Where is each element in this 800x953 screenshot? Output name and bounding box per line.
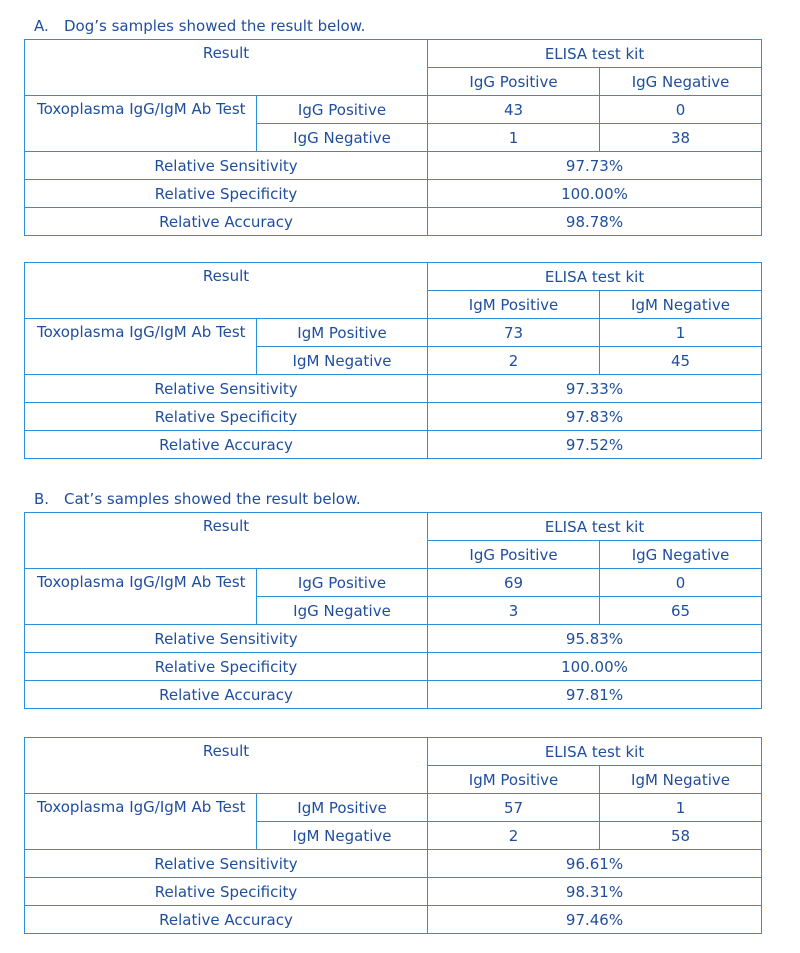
neg-neg-value: 45 bbox=[600, 347, 762, 375]
row-positive-label: IgM Positive bbox=[257, 319, 428, 347]
specificity-value: 100.00% bbox=[428, 180, 762, 208]
section-b-heading bbox=[34, 490, 361, 508]
section-a-title: Dog’s samples showed the result below. bbox=[64, 17, 366, 35]
dog-igg-table bbox=[24, 39, 762, 236]
cat-igg-table bbox=[24, 512, 762, 709]
accuracy-value: 98.78% bbox=[428, 208, 762, 236]
pos-pos-value: 57 bbox=[428, 794, 600, 822]
section-b-title: Cat’s samples showed the result below. bbox=[64, 490, 361, 508]
neg-pos-value: 2 bbox=[428, 822, 600, 850]
result-header: Result bbox=[25, 513, 428, 569]
section-a-heading bbox=[34, 17, 365, 35]
sensitivity-value: 97.73% bbox=[428, 152, 762, 180]
neg-pos-value: 1 bbox=[428, 124, 600, 152]
neg-pos-value: 2 bbox=[428, 347, 600, 375]
cat-igm-table bbox=[24, 737, 762, 934]
col-negative-header: IgM Negative bbox=[600, 291, 762, 319]
col-negative-header: IgG Negative bbox=[600, 541, 762, 569]
section-b-letter: B. bbox=[34, 490, 50, 508]
neg-neg-value: 65 bbox=[600, 597, 762, 625]
row-negative-label: IgG Negative bbox=[257, 124, 428, 152]
pos-neg-value: 1 bbox=[600, 794, 762, 822]
dog-igm-table bbox=[24, 262, 762, 459]
col-positive-header: IgG Positive bbox=[428, 541, 600, 569]
row-negative-label: IgM Negative bbox=[257, 347, 428, 375]
col-negative-header: IgG Negative bbox=[600, 68, 762, 96]
result-header: Result bbox=[25, 738, 428, 794]
accuracy-label: Relative Accuracy bbox=[25, 681, 428, 709]
test-name-cell: Toxoplasma IgG/IgM Ab Test bbox=[25, 794, 257, 850]
accuracy-label: Relative Accuracy bbox=[25, 431, 428, 459]
specificity-label: Relative Specificity bbox=[25, 878, 428, 906]
neg-neg-value: 58 bbox=[600, 822, 762, 850]
sensitivity-value: 97.33% bbox=[428, 375, 762, 403]
sensitivity-value: 95.83% bbox=[428, 625, 762, 653]
pos-pos-value: 73 bbox=[428, 319, 600, 347]
test-name-cell: Toxoplasma IgG/IgM Ab Test bbox=[25, 319, 257, 375]
row-positive-label: IgM Positive bbox=[257, 794, 428, 822]
col-negative-header: IgM Negative bbox=[600, 766, 762, 794]
specificity-label: Relative Specificity bbox=[25, 180, 428, 208]
pos-neg-value: 0 bbox=[600, 96, 762, 124]
row-positive-label: IgG Positive bbox=[257, 96, 428, 124]
specificity-label: Relative Specificity bbox=[25, 403, 428, 431]
neg-pos-value: 3 bbox=[428, 597, 600, 625]
result-header: Result bbox=[25, 40, 428, 96]
test-name-cell: Toxoplasma IgG/IgM Ab Test bbox=[25, 569, 257, 625]
sensitivity-label: Relative Sensitivity bbox=[25, 152, 428, 180]
elisa-kit-header: ELISA test kit bbox=[428, 738, 762, 766]
test-name-cell: Toxoplasma IgG/IgM Ab Test bbox=[25, 96, 257, 152]
specificity-value: 100.00% bbox=[428, 653, 762, 681]
row-negative-label: IgM Negative bbox=[257, 822, 428, 850]
row-negative-label: IgG Negative bbox=[257, 597, 428, 625]
accuracy-label: Relative Accuracy bbox=[25, 208, 428, 236]
accuracy-label: Relative Accuracy bbox=[25, 906, 428, 934]
pos-neg-value: 1 bbox=[600, 319, 762, 347]
pos-neg-value: 0 bbox=[600, 569, 762, 597]
accuracy-value: 97.81% bbox=[428, 681, 762, 709]
specificity-value: 97.83% bbox=[428, 403, 762, 431]
accuracy-value: 97.46% bbox=[428, 906, 762, 934]
elisa-kit-header: ELISA test kit bbox=[428, 513, 762, 541]
specificity-value: 98.31% bbox=[428, 878, 762, 906]
neg-neg-value: 38 bbox=[600, 124, 762, 152]
elisa-kit-header: ELISA test kit bbox=[428, 40, 762, 68]
col-positive-header: IgM Positive bbox=[428, 766, 600, 794]
section-a-letter: A. bbox=[34, 17, 49, 35]
sensitivity-label: Relative Sensitivity bbox=[25, 625, 428, 653]
pos-pos-value: 43 bbox=[428, 96, 600, 124]
result-header: Result bbox=[25, 263, 428, 319]
pos-pos-value: 69 bbox=[428, 569, 600, 597]
accuracy-value: 97.52% bbox=[428, 431, 762, 459]
specificity-label: Relative Specificity bbox=[25, 653, 428, 681]
col-positive-header: IgM Positive bbox=[428, 291, 600, 319]
row-positive-label: IgG Positive bbox=[257, 569, 428, 597]
sensitivity-label: Relative Sensitivity bbox=[25, 850, 428, 878]
col-positive-header: IgG Positive bbox=[428, 68, 600, 96]
sensitivity-label: Relative Sensitivity bbox=[25, 375, 428, 403]
sensitivity-value: 96.61% bbox=[428, 850, 762, 878]
elisa-kit-header: ELISA test kit bbox=[428, 263, 762, 291]
